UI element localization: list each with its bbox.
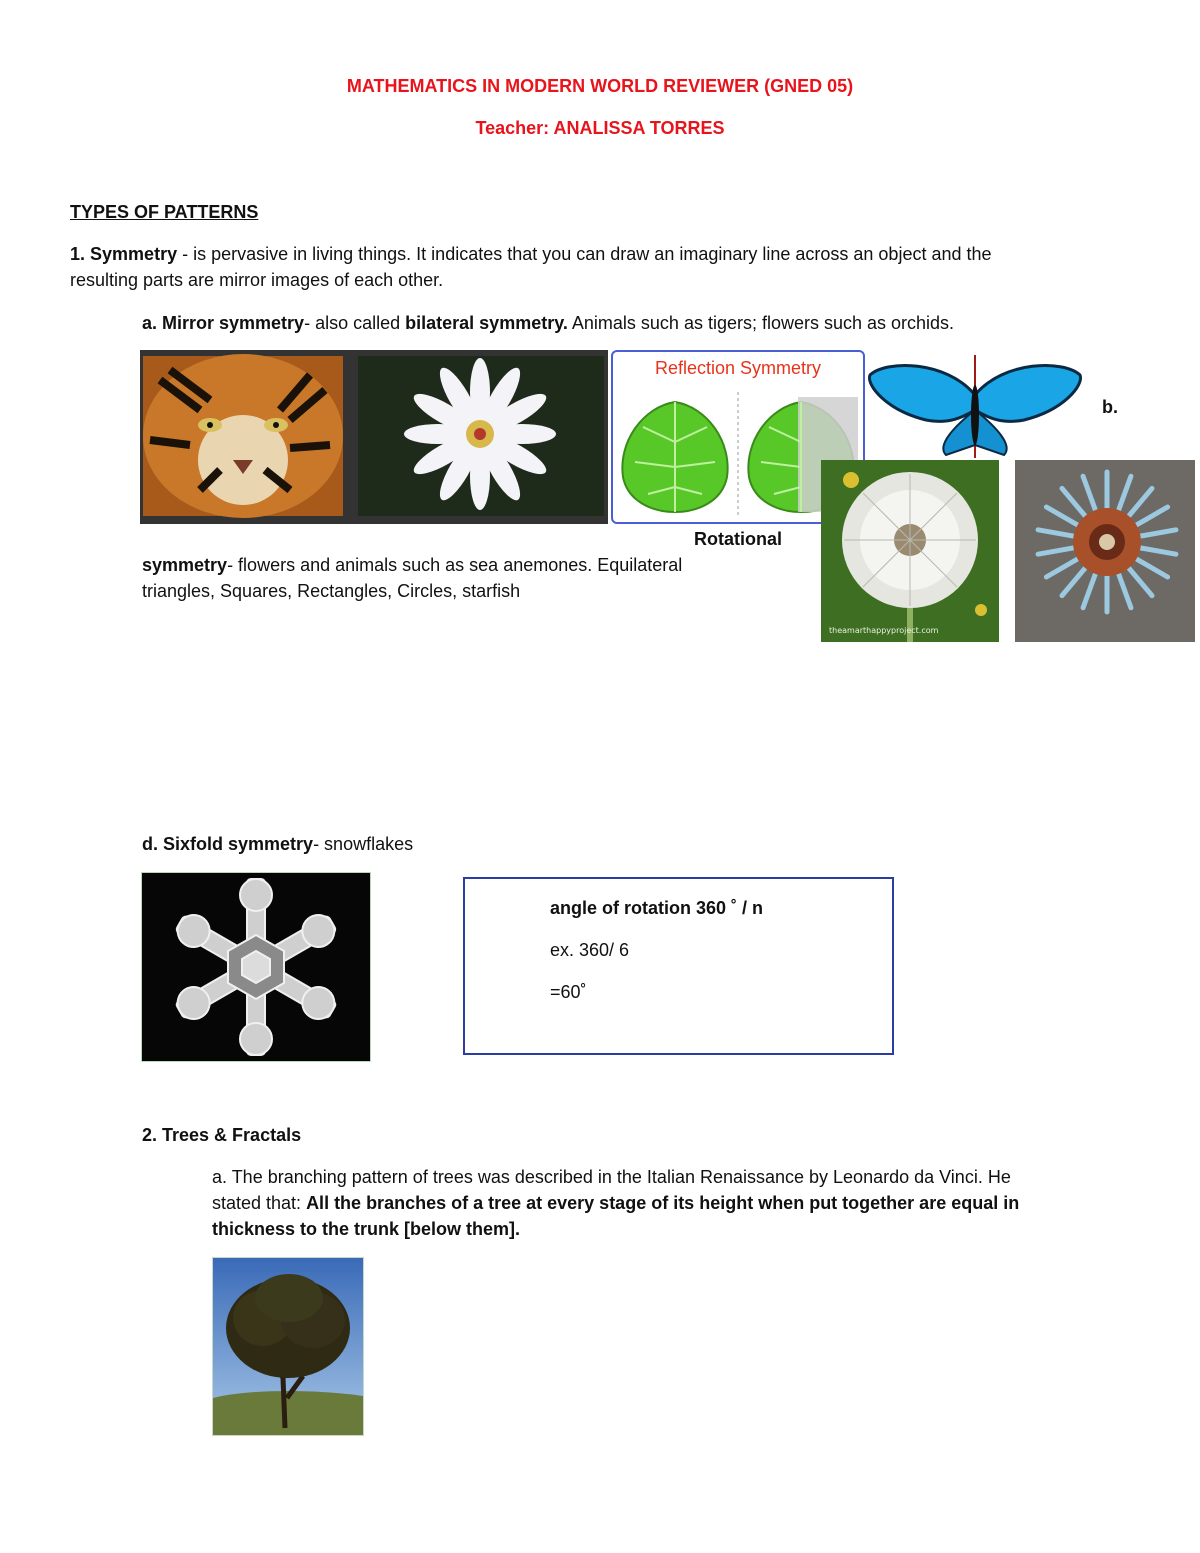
formula-line1: angle of rotation 360 ˚ / n (550, 898, 764, 918)
section-heading: TYPES OF PATTERNS (70, 202, 259, 222)
rotation-formula-box (463, 877, 894, 1055)
bilateral-term: bilateral symmetry. (405, 313, 568, 333)
symmetry-number: 1. (70, 244, 86, 264)
mirror-symmetry-label: a. Mirror symmetry (142, 313, 305, 333)
rotational-line1: symmetry- flowers and animals such as sea anemones. Equilateral (142, 555, 683, 575)
rotational-label-bold: symmetry (142, 555, 228, 575)
symmetry-definition: - is pervasive in living things. It indicates that you can draw an imaginary line across an object and the (177, 244, 992, 264)
formula-line2: ex. 360/ 6 (550, 940, 630, 960)
da-vinci-quote-part1: All the branches of a tree at every stage of its height when put together are equal in (306, 1193, 1020, 1213)
trees-line2: stated that: All the branches of a tree at every stage of its height when put together are equal in (212, 1193, 1020, 1213)
b-marker: b. (1102, 397, 1118, 417)
trees-line3: thickness to the trunk [below them]. (212, 1219, 521, 1239)
sixfold-line: d. Sixfold symmetry- snowflakes (142, 834, 414, 854)
formula-line3: =60˚ (550, 982, 587, 1002)
rotational-label-top: Rotational (694, 529, 782, 549)
dandelion-image (821, 460, 999, 642)
teacher-line: Teacher: ANALISSA TORRES (475, 118, 725, 138)
snowflake-image (141, 872, 371, 1062)
sea-anemone-image (1015, 460, 1195, 642)
sixfold-label: d. Sixfold symmetry (142, 834, 314, 854)
tree-image (212, 1257, 364, 1436)
symmetry-paragraph-line1 (70, 241, 992, 267)
dandelion-watermark: theamarthappyproject.com (829, 626, 939, 635)
tiger-flower-image-strip (140, 350, 608, 524)
symmetry-paragraph-line2: resulting parts are mirror images of each other. (70, 270, 444, 290)
trees-line1: a. The branching pattern of trees was described in the Italian Renaissance by Leonardo da Vinci. He (212, 1167, 1011, 1187)
reflection-diagram-title: Reflection Symmetry (654, 358, 822, 378)
symmetry-term: Symmetry (90, 244, 178, 264)
trees-heading: 2. Trees & Fractals (142, 1125, 302, 1145)
rotational-line2: triangles, Squares, Rectangles, Circles, starfish (142, 581, 521, 601)
mirror-symmetry-line: a. Mirror symmetry- also called bilateral symmetry. Animals such as tigers; flowers such as orchids. (142, 313, 955, 333)
butterfly-image (866, 355, 1084, 458)
document-title: MATHEMATICS IN MODERN WORLD REVIEWER (GNED 05) (346, 76, 854, 96)
